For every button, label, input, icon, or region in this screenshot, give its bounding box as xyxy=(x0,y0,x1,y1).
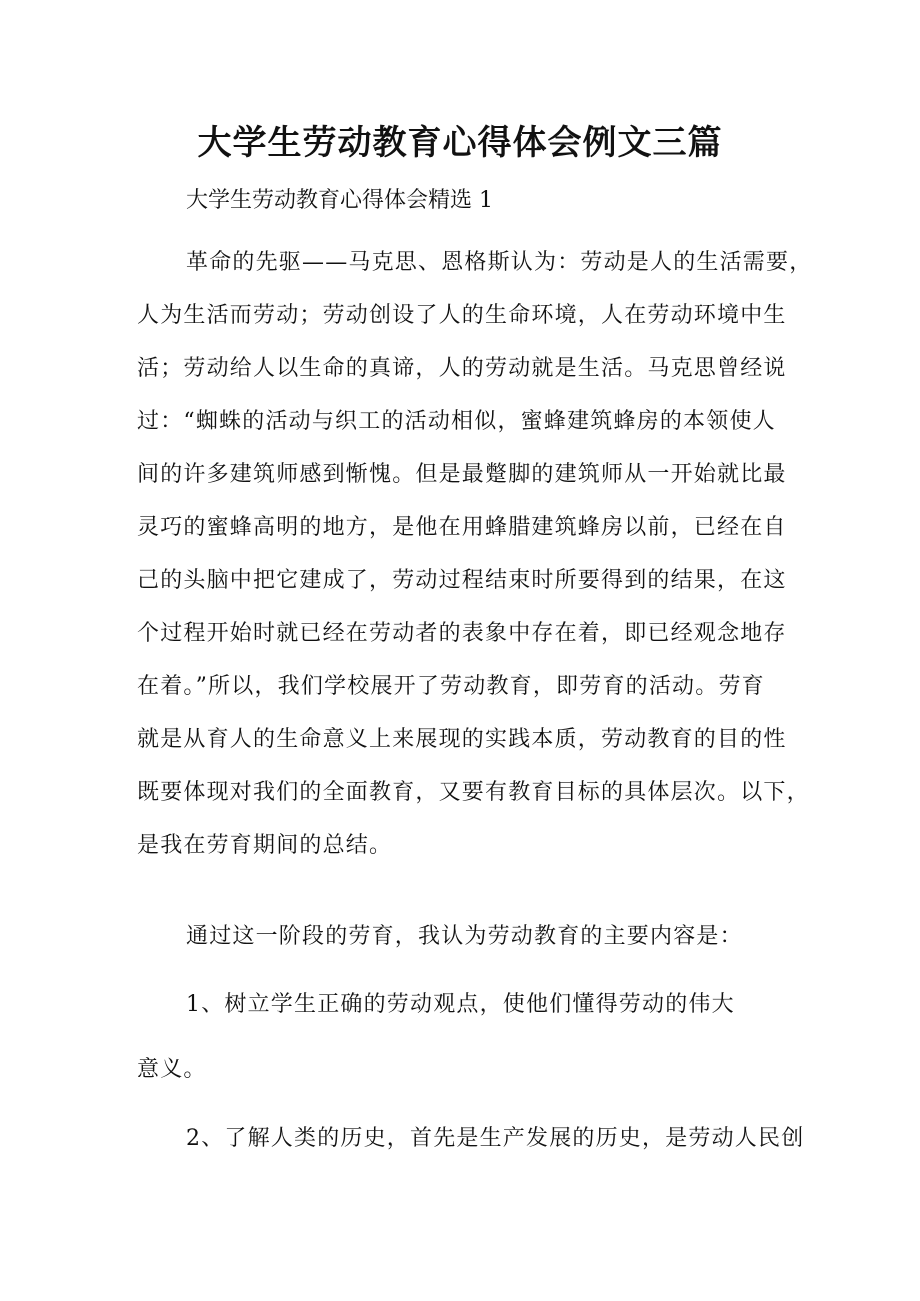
text-line: 人为生活而劳动；劳动创设了人的生命环境，人在劳动环境中生 xyxy=(137,303,787,328)
text-line: 间的许多建筑师感到惭愧。但是最蹩脚的建筑师从一开始就比最 xyxy=(137,462,787,487)
text-line: 意义。 xyxy=(137,1057,207,1082)
text-line: 活；劳动给人以生命的真谛，人的劳动就是生活。马克思曾经说 xyxy=(137,356,787,381)
paragraph-1 xyxy=(137,236,813,872)
paragraph-3 xyxy=(137,978,797,1096)
paragraph-4 xyxy=(137,1112,805,1165)
text-line: 1、树立学生正确的劳动观点，使他们懂得劳动的伟大 xyxy=(186,992,735,1017)
text-line: 2、了解人类的历史，首先是生产发展的历史，是劳动人民创 xyxy=(186,1126,805,1151)
text-line: 通过这一阶段的劳育，我认为劳动教育的主要内容是： xyxy=(186,924,743,949)
text-line: 在着。”所以，我们学校展开了劳动教育，即劳育的活动。劳育 xyxy=(137,674,765,699)
text-line: 是我在劳育期间的总结。 xyxy=(137,833,393,858)
text-line: 过：“蜘蛛的活动与织工的活动相似，蜜蜂建筑蜂房的本领使人 xyxy=(137,409,776,434)
text-line: 个过程开始时就已经在劳动者的表象中存在着，即已经观念地存 xyxy=(137,621,787,646)
text-line: 革命的先驱——马克思、恩格斯认为：劳动是人的生活需要， xyxy=(186,250,813,275)
paragraph-2 xyxy=(137,910,797,963)
text-line: 灵巧的蜜蜂高明的地方，是他在用蜂腊建筑蜂房以前，已经在自 xyxy=(137,515,787,540)
text-line: 就是从育人的生命意义上来展现的实践本质，劳动教育的目的性 xyxy=(137,727,787,752)
text-line: 既要体现对我们的全面教育，又要有教育目标的具体层次。以下， xyxy=(137,780,810,805)
text-line: 己的头脑中把它建成了，劳动过程结束时所要得到的结果，在这 xyxy=(137,568,787,593)
document-title: 大学生劳动教育心得体会例文三篇 xyxy=(197,123,723,163)
section-heading: 大学生劳动教育心得体会精选 1 xyxy=(186,188,493,213)
